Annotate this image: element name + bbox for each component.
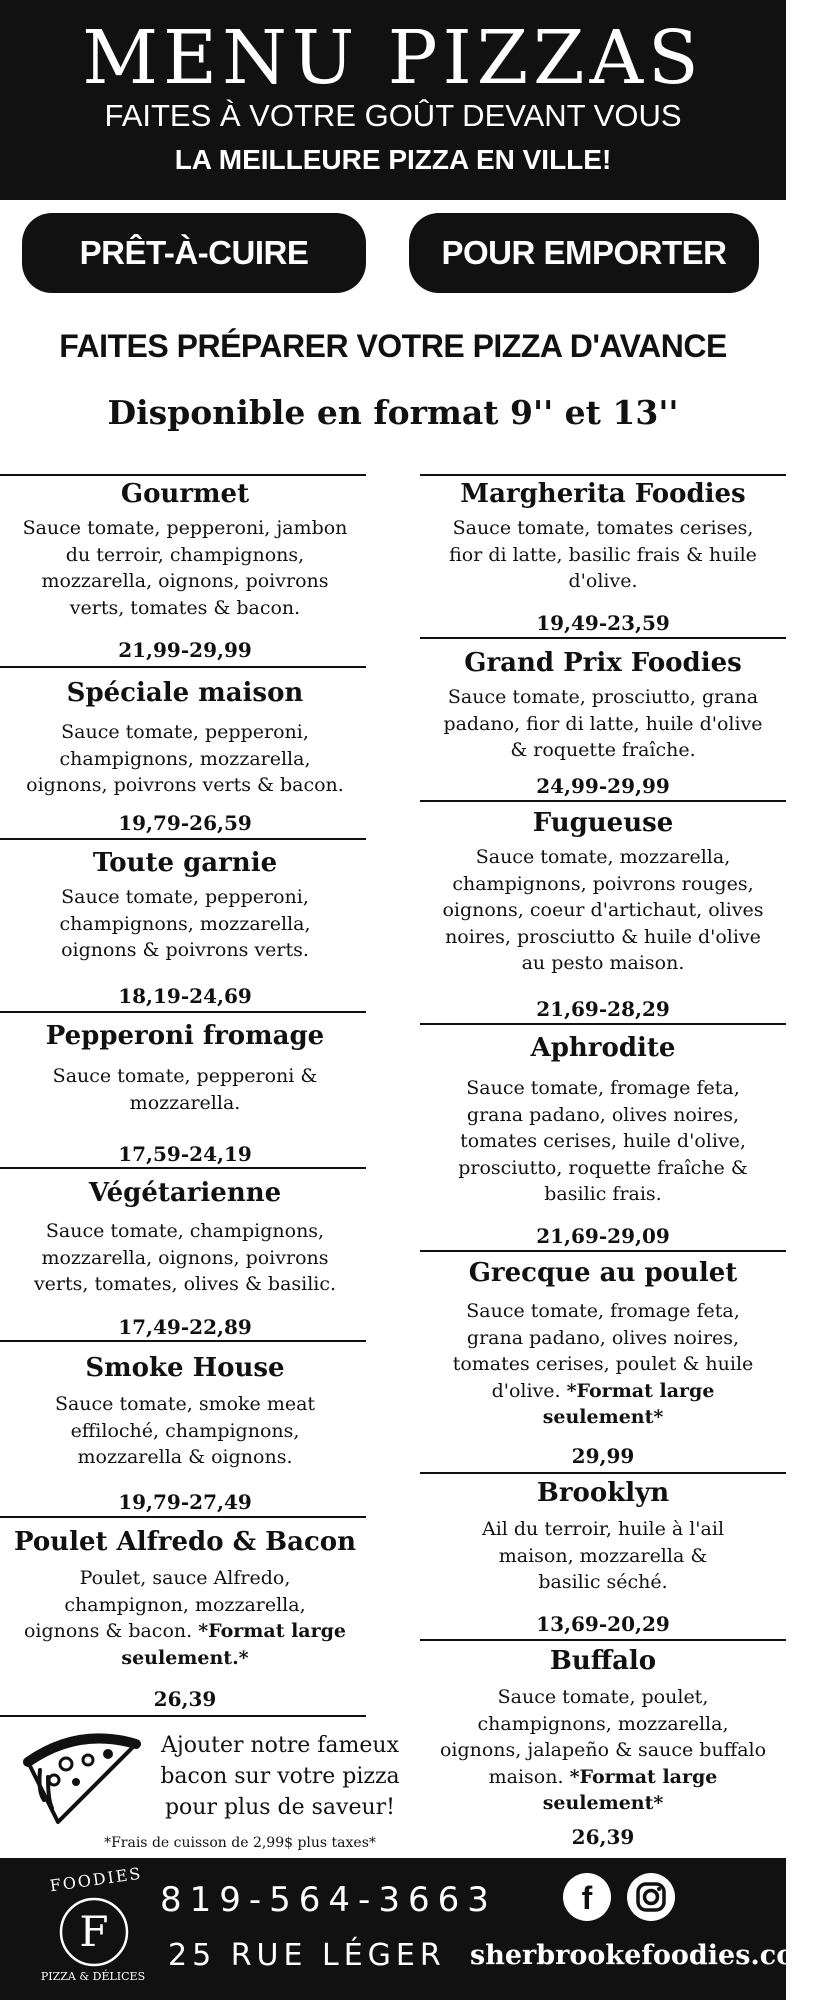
menu-item-grecque-au-poulet [420,1256,786,1431]
item-name: Gourmet [120,479,250,509]
item-description: Sauce tomate, pepperoni & mozzarella. [52,1065,318,1114]
item-description: Sauce tomate, pepperoni, champignons, mozzarella, oignons, poivrons verts & bacon. [26,721,344,796]
item-name: Poulet Alfredo & Bacon [13,1527,357,1557]
menu-item-speciale-maison [5,676,365,799]
item-price: 18,19-24,69 [118,984,252,1008]
item-name: Smoke House [85,1353,285,1383]
foodies-logo [28,1864,158,1994]
divider [0,666,366,668]
item-name: Spéciale maison [66,678,304,708]
divider [0,838,366,840]
menu-item-poulet-alfredo-bacon [5,1525,365,1671]
header-subtitle: FAITES À VOTRE GOÛT DEVANT VOUS [104,98,682,133]
divider [420,474,786,476]
item-price: 26,39 [571,1825,635,1849]
order-ahead-heading: FAITES PRÉPARER VOTRE PIZZA D'AVANCE [59,328,727,364]
item-description: Sauce tomate, tomates cerises, fior di latte, basilic frais & huile d'olive. [449,517,757,592]
item-description: Sauce tomate, smoke meat effiloché, champignons, mozzarella & oignons. [54,1393,316,1468]
divider [420,800,786,802]
logo-top-text: FOODIES [48,1863,144,1896]
item-description: Sauce tomate, pepperoni, jambon du terroir, champignons, mozzarella, oignons, poivrons verts, tomates & bacon. [22,517,348,619]
menu-item-gourmet [5,477,365,621]
divider [0,1340,366,1342]
menu-item-grand-prix-foodies [420,646,786,764]
format-note: *Format large [566,1379,715,1402]
menu-item-smoke-house [5,1351,365,1471]
menu-item-vegetarienne [5,1176,365,1298]
menu-item-pepperoni-fromage [5,1019,365,1116]
item-description: Poulet, sauce Alfredo, champignon, mozzarella, oignons & bacon. *Format large seulement.* [23,1567,347,1669]
item-name: Fugueuse [532,808,674,838]
divider [420,1250,786,1252]
item-price: 21,69-29,09 [536,1224,670,1248]
website-link[interactable]: sherbrookefoodies.com [470,1940,823,1971]
item-description: Sauce tomate, pepperoni, champignons, mozzarella, oignons & poivrons verts. [59,886,311,961]
svg-text:f: f [581,1880,593,1916]
menu-item-brooklyn [420,1476,786,1596]
item-price: 19,49-23,59 [536,611,670,635]
item-name: Grecque au poulet [468,1258,738,1288]
item-name: Végétarienne [88,1178,282,1208]
item-price: 24,99-29,99 [536,774,670,798]
address: 25 RUE LÉGER [168,1938,446,1973]
logo-letter: F [79,1907,109,1956]
menu-item-margherita-foodies [420,477,786,595]
header [0,0,786,200]
item-description: Sauce tomate, poulet, champignons, mozzarella, oignons, jalapeño & sauce buffalo maison. *Format large seulement* [439,1686,767,1814]
divider [0,1011,366,1013]
page-title: MENU PIZZAS [82,15,704,101]
item-description: Sauce tomate, champignons, mozzarella, oignons, poivrons verts, tomates, olives & basilic. [33,1220,337,1295]
divider [420,1639,786,1641]
logo-bottom-text: PIZZA & DÉLICES [40,1970,146,1983]
item-price: 13,69-20,29 [536,1612,670,1636]
ready-to-cook-button[interactable]: PRÊT-À-CUIRE [22,213,366,293]
pizza-slice-icon [18,1722,143,1832]
item-price: 21,99-29,99 [118,638,252,662]
takeout-button[interactable]: POUR EMPORTER [409,213,759,293]
footer [0,1858,823,2000]
menu-item-toute-garnie [5,846,365,964]
bacon-promo-text: Ajouter notre fameux bacon sur votre pizza pour plus de saveur! [160,1733,400,1820]
item-price: 19,79-26,59 [118,811,252,835]
menu-item-buffalo [420,1644,786,1817]
divider [420,1472,786,1474]
header-tagline: LA MEILLEURE PIZZA EN VILLE! [174,144,612,175]
item-description: Sauce tomate, fromage feta, grana padano, olives noires, tomates cerises, poulet & huile d'olive. *Format large seulement* [452,1300,754,1428]
item-price: 29,99 [571,1444,635,1468]
item-name: Margherita Foodies [460,479,746,509]
divider [0,474,366,476]
menu-item-fugueuse [420,806,786,977]
format-note: *Format large [198,1620,347,1642]
item-price: 17,59-24,19 [118,1142,252,1166]
item-name: Buffalo [549,1646,657,1676]
divider [420,637,786,639]
cooking-fees-note: *Frais de cuisson de 2,99$ plus taxes* [104,1835,376,1851]
item-name: Brooklyn [536,1478,670,1508]
facebook-icon[interactable] [562,1872,612,1922]
item-name: Toute garnie [92,848,278,878]
divider [420,1023,786,1025]
item-price: 19,79-27,49 [118,1490,252,1514]
divider [0,1167,366,1169]
instagram-icon[interactable] [626,1872,676,1922]
item-price: 21,69-28,29 [536,997,670,1021]
item-name: Grand Prix Foodies [464,648,742,678]
divider [0,1715,366,1717]
item-description: Ail du terroir, huile à l'ail maison, mozzarella & basilic séché. [481,1518,725,1593]
item-price: 17,49-22,89 [118,1315,252,1339]
item-name: Aphrodite [530,1033,676,1063]
item-name: Pepperoni fromage [45,1021,325,1051]
formats-heading: Disponible en format 9'' et 13'' [107,393,679,432]
item-description: Sauce tomate, fromage feta, grana padano, olives noires, tomates cerises, huile d'olive, prosciutto, roquette fraîche & basilic frais. [458,1077,748,1205]
item-description: Sauce tomate, prosciutto, grana padano, fior di latte, huile d'olive & roquette fraîche. [443,686,763,761]
item-price: 26,39 [153,1687,217,1711]
item-description: Sauce tomate, mozzarella, champignons, poivrons rouges, oignons, coeur d'artichaut, olives noires, prosciutto & huile d'olive au pesto maison. [442,846,764,974]
menu-item-aphrodite [420,1031,786,1208]
phone-number[interactable]: 819-564-3663 [160,1880,497,1920]
format-note: *Format large [569,1765,718,1788]
divider [0,1516,366,1518]
